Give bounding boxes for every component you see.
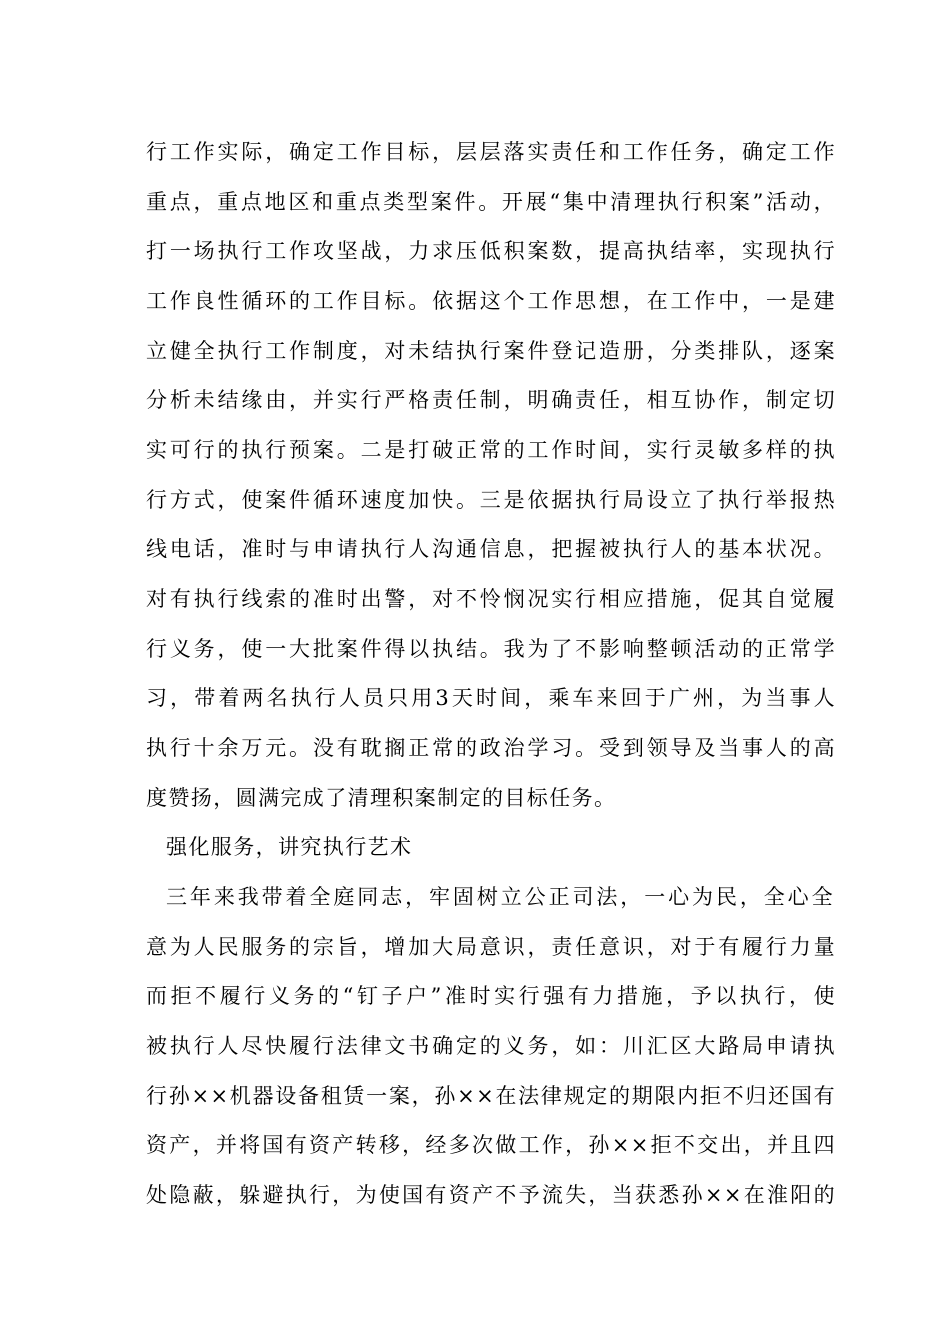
paragraph-line: 重点，重点地区和重点类型案件。开展“集中清理执行积案”活动， [146,190,836,214]
paragraph-line: 三年来我带着全庭同志，牢固树立公正司法，一心为民，全心全 [166,885,834,909]
paragraph-line: 被执行人尽快履行法律文书确定的义务，如：川汇区大路局申请执 [146,1034,836,1058]
paragraph-line: 线电话，准时与申请执行人沟通信息，把握被执行人的基本状况。 [146,537,836,561]
paragraph-line: 而拒不履行义务的“钉子户”准时实行强有力措施，予以执行，使 [146,984,836,1008]
section-heading: 强化服务，讲究执行艺术 [166,835,413,859]
paragraph-line: 行方式，使案件循环速度加快。三是依据执行局设立了执行举报热 [146,488,836,512]
paragraph-line: 资产，并将国有资产转移，经多次做工作，孙××拒不交出，并且四 [146,1133,836,1157]
paragraph-line: 工作良性循环的工作目标。依据这个工作思想，在工作中，一是建 [146,289,836,313]
paragraph-line: 执行十余万元。没有耽搁正常的政治学习。受到领导及当事人的高 [146,736,836,760]
paragraph-line: 行孙××机器设备租赁一案，孙××在法律规定的期限内拒不归还国有 [146,1084,836,1108]
paragraph-line: 意为人民服务的宗旨，增加大局意识，责任意识，对于有履行力量 [146,935,836,959]
paragraph-line: 习，带着两名执行人员只用3天时间，乘车来回于广州，为当事人 [146,686,836,710]
paragraph-line: 行工作实际，确定工作目标，层层落实责任和工作任务，确定工作 [146,140,836,164]
paragraph-line: 度赞扬，圆满完成了清理积案制定的目标任务。 [146,786,617,810]
paragraph-line: 对有执行线索的准时出警，对不怜悯况实行相应措施，促其自觉履 [146,587,836,611]
paragraph-line: 处隐蔽，躲避执行，为使国有资产不予流失，当获悉孙××在淮阳的 [146,1183,836,1207]
paragraph-line: 打一场执行工作攻坚战，力求压低积案数，提高执结率，实现执行 [146,239,836,263]
paragraph-line: 立健全执行工作制度，对未结执行案件登记造册，分类排队，逐案 [146,339,836,363]
paragraph-line: 实可行的执行预案。二是打破正常的工作时间，实行灵敏多样的执 [146,438,836,462]
paragraph-line: 行义务，使一大批案件得以执结。我为了不影响整顿活动的正常学 [146,637,836,661]
paragraph-line: 分析未结缘由，并实行严格责任制，明确责任，相互协作，制定切 [146,388,836,412]
